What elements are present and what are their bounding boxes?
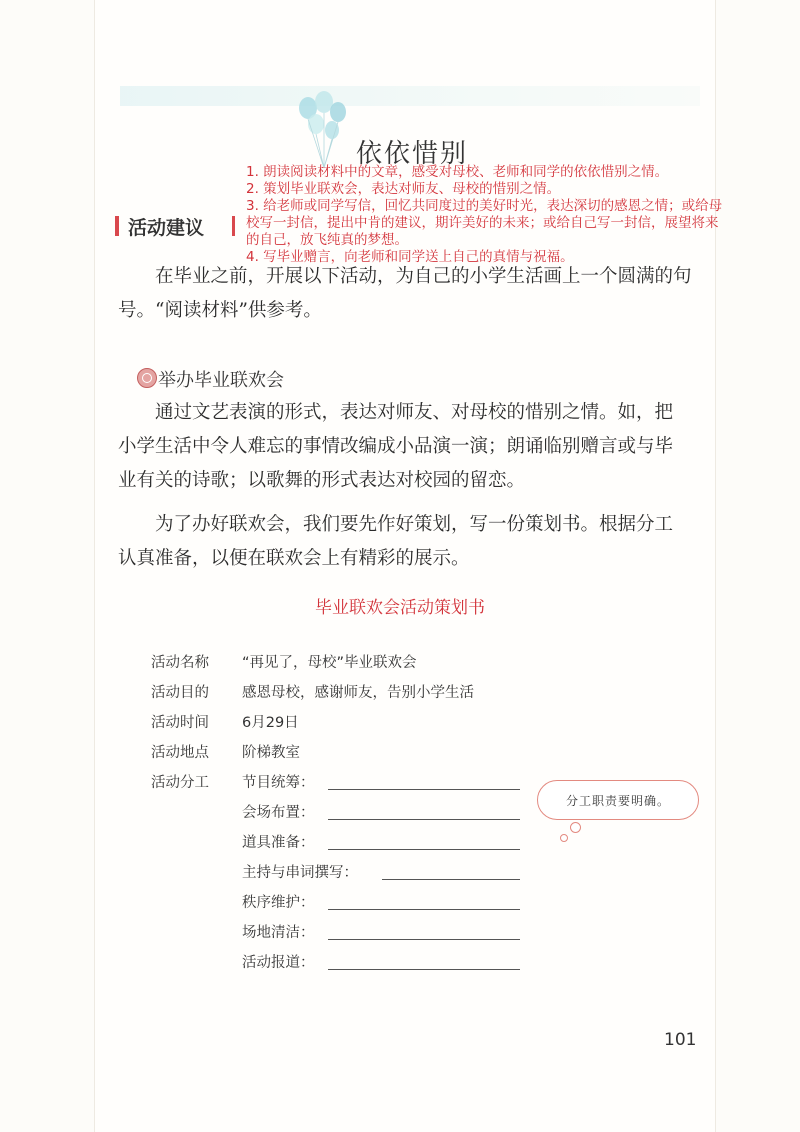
suggestion-item: 2. 策划毕业联欢会，表达对师友、母校的惜别之情。 <box>246 181 561 197</box>
plan-value: 6月29日 <box>242 715 299 731</box>
bubble-tail-dot <box>560 834 568 842</box>
page-number: 101 <box>664 1030 697 1050</box>
paragraph: 通过文艺表演的形式，表达对师友、对母校的惜别之情。如，把小学生活中令人难忘的事情改编成小品演一演；朗诵临别赠言或与毕业有关的诗歌；以歌舞的形式表达对校园的留恋。 <box>118 402 674 491</box>
duty-label: 场地清洁： <box>242 925 315 941</box>
fill-line <box>328 789 520 790</box>
section-divider <box>232 216 235 236</box>
bubble-tail-dot <box>570 822 581 833</box>
fill-line <box>328 849 520 850</box>
fill-line <box>328 819 520 820</box>
duty-label: 节目统筹： <box>242 775 315 791</box>
plan-key: 活动目的 <box>151 685 209 701</box>
plan-value: “再见了，母校”毕业联欢会 <box>242 655 417 671</box>
suggestion-item: 4. 写毕业赠言，向老师和同学送上自己的真情与祝福。 <box>246 249 574 265</box>
section-label <box>118 213 204 240</box>
paragraph: 为了办好联欢会，我们要先作好策划，写一份策划书。根据分工认真准备，以便在联欢会上有精彩的展示。 <box>118 514 674 569</box>
suggestion-item: 1. 朗读阅读材料中的文章，感受对母校、老师和同学的依依惜别之情。 <box>246 164 669 180</box>
header-band <box>120 86 700 106</box>
fill-line <box>328 939 520 940</box>
plan-value: 阶梯教室 <box>242 745 300 761</box>
duty-label: 秩序维护： <box>242 895 315 911</box>
duty-label: 会场布置： <box>242 805 315 821</box>
fill-line <box>328 969 520 970</box>
duty-label: 活动报道： <box>242 955 315 971</box>
intro-paragraph: 在毕业之前，开展以下活动，为自己的小学生活画上一个圆满的句号。“阅读材料”供参考。 <box>118 266 692 321</box>
fill-line <box>328 909 520 910</box>
tip-text: 分工职责要明确。 <box>565 793 670 808</box>
plan-key: 活动分工 <box>151 775 209 791</box>
plan-title: 毕业联欢会活动策划书 <box>315 598 485 618</box>
suggestion-item: 3. 给老师或同学写信，回忆共同度过的美好时光，表达深切的感恩之情；或给母校写一封信，提出中肯的建议，期许美好的未来；或给自己写一封信，展望将来的自己，放飞纯真的梦想。 <box>246 198 723 248</box>
duty-label: 主持与串词撰写： <box>242 865 358 881</box>
plan-key: 活动地点 <box>151 745 209 761</box>
fill-line <box>382 879 520 880</box>
seal-icon <box>137 368 157 388</box>
activity-heading: 举办毕业联欢会 <box>158 370 284 391</box>
activity-suggestions <box>246 164 726 266</box>
tip-bubble <box>537 780 699 820</box>
lesson-title: 依依惜别 <box>356 139 469 169</box>
plan-key: 活动时间 <box>151 715 209 731</box>
plan-key: 活动名称 <box>151 655 209 671</box>
duty-label: 道具准备： <box>242 835 315 851</box>
plan-value: 感恩母校，感谢师友，告别小学生活 <box>242 685 474 701</box>
section-label-text: 活动建议 <box>128 217 205 239</box>
